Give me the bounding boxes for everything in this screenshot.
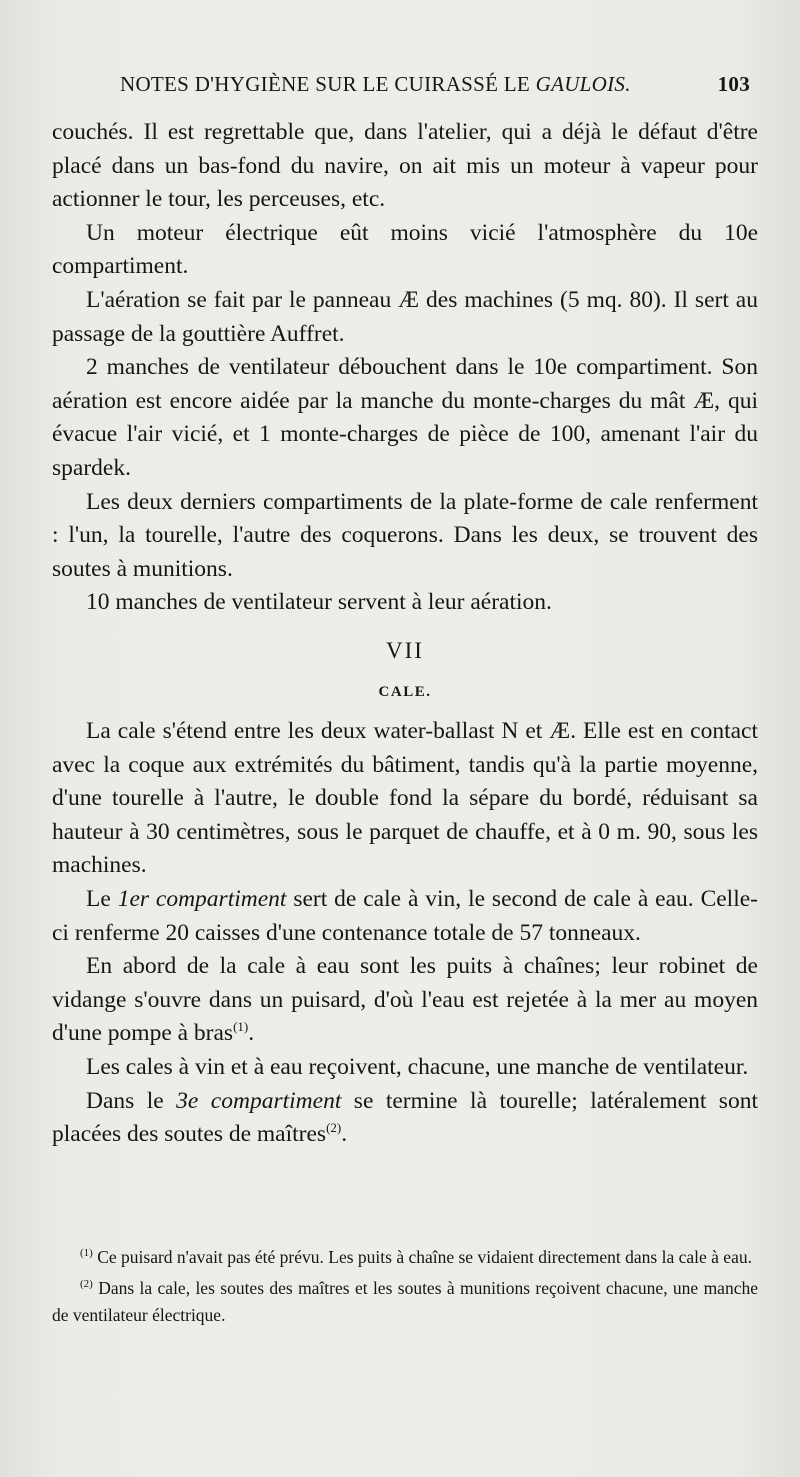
- paragraph: Le 1er compartiment sert de cale à vin, le second de cale à eau. Celle-ci renferme 20 caisses d'une contenance totale de 57 tonneaux.: [52, 886, 758, 946]
- paragraph: Un moteur électrique eût moins vicié l'atmosphère du 10e compartiment.: [52, 219, 758, 280]
- paragraph: La cale s'étend entre les deux water-ballast N et Æ. Elle est en contact avec la coque aux extrémités du bâtiment, tandis qu'à la partie moyenne, d'une tourelle à l'autre, le double fond la sépare du bordé, réduisant sa hauteur à 30 centimètres, sous le parquet de chauffe, et à 0 m. 90, sous les machines.: [52, 718, 758, 879]
- footnote: $^{(1)}$ Ce puisard n'avait pas été prévu. Les puits à chaîne se vidaient directement dans la cale à eau.: [80, 1247, 752, 1267]
- section-number: VII: [386, 637, 424, 663]
- paragraph: 10 manches de ventilateur servent à leur aération.: [86, 589, 552, 616]
- footnote-mark: (2): [80, 1278, 93, 1291]
- body-text: [52, 116, 758, 1152]
- paragraph: Les deux derniers compartiments de la plate-forme de cale renferment : l'un, la tourelle, l'autre des coquerons. Dans les deux, se trouvent des soutes à munitions.: [52, 488, 758, 582]
- paragraph: L'aération se fait par le panneau Æ des machines (5 mq. 80). Il sert au passage de la gouttière Auffret.: [52, 286, 758, 347]
- footnotes: [52, 1244, 758, 1333]
- paragraph: Les cales à vin et à eau reçoivent, chacune, une manche de ventilateur.: [86, 1054, 749, 1081]
- paragraph: Dans le 3e compartiment se termine là tourelle; latéralement sont placées des soutes de maîtres$^{(2)}$.: [52, 1087, 758, 1148]
- paragraph: couchés. Il est regrettable que, dans l'atelier, qui a déjà le défaut d'être placé dans un bas-fond du navire, on ait mis un moteur à vapeur pour actionner le tour, les perceuses, etc.: [52, 119, 758, 213]
- footnote-ref: (1): [233, 1019, 249, 1035]
- running-title: NOTES D'HYGIÈNE SUR LE CUIRASSÉ LE GAULOIS.: [120, 72, 631, 96]
- section-title: CALE.: [378, 683, 432, 700]
- footnote: $^{(2)}$ Dans la cale, les soutes des maîtres et les soutes à munitions reçoivent chacune, une manche de ventilateur électrique.: [52, 1278, 758, 1325]
- footnote-ref: (2): [326, 1120, 342, 1136]
- footnote-mark: (1): [80, 1247, 93, 1260]
- running-header: [120, 66, 760, 106]
- emphasis: 3e compartiment: [176, 1087, 342, 1114]
- paragraph: 2 manches de ventilateur débouchent dans le 10e compartiment. Son aération est encore aidée par la manche du monte-charges du mât Æ, qui évacue l'air vicié, et 1 monte-charges de pièce de 100, amenant l'air du spardek.: [52, 354, 758, 481]
- paragraph: En abord de la cale à eau sont les puits à chaînes; leur robinet de vidange s'ouvre dans un puisard, d'où l'eau est rejetée à la mer au moyen d'une pompe à bras$^{(1)}$.: [52, 953, 758, 1047]
- page-number: 103: [717, 72, 750, 96]
- emphasis: 1er compartiment: [117, 886, 287, 913]
- ship-name: GAULOIS.: [535, 72, 631, 96]
